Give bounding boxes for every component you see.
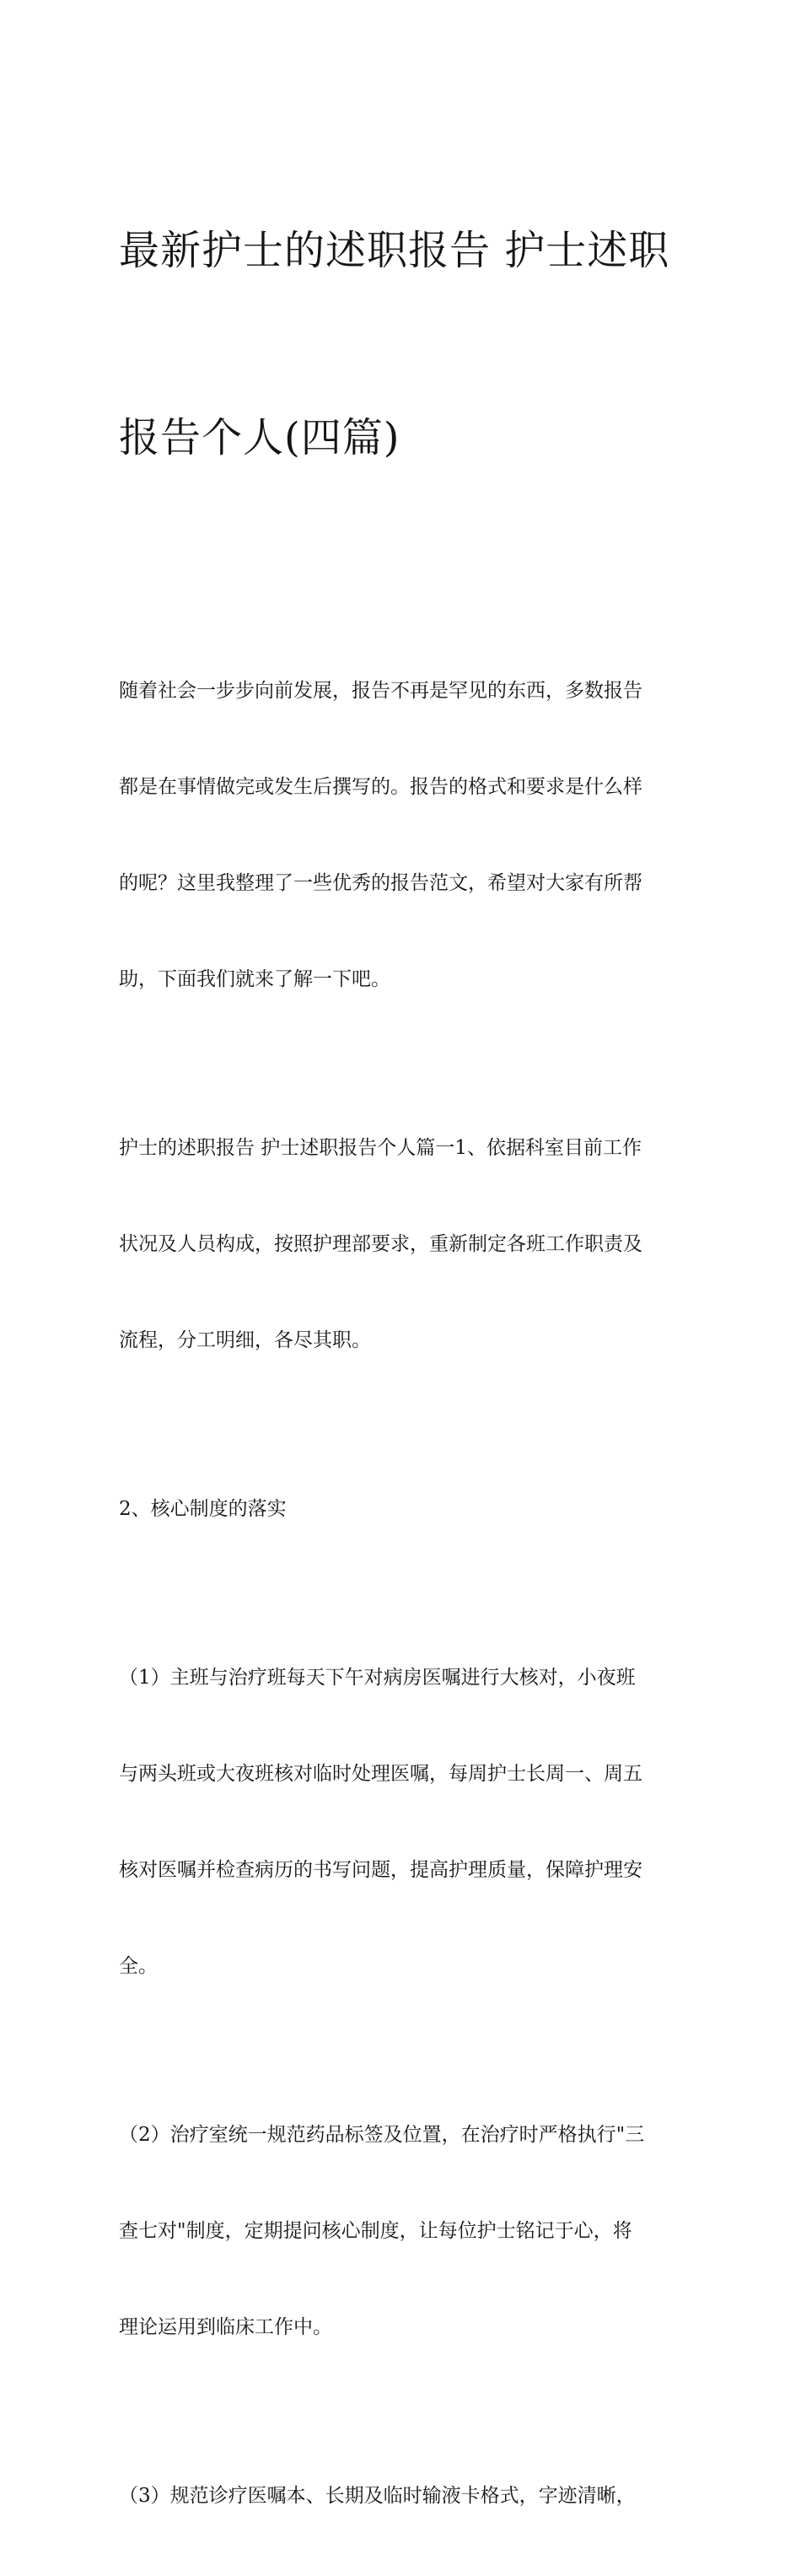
item-3-paragraph (119, 2416, 692, 2576)
item-1-paragraph (119, 1598, 692, 2046)
text-line: 理论运用到临床工作中。 (119, 2316, 332, 2338)
text-line: 全。 (119, 1955, 158, 1977)
text-line: 都是在事情做完或发生后撰写的。报告的格式和要求是什么样 (119, 776, 642, 798)
section-one-paragraph (119, 1068, 692, 1420)
text-line: 护士的述职报告 护士述职报告个人篇一1、依据科室目前工作 (119, 1137, 642, 1159)
core-system-heading (119, 1429, 692, 1589)
text-line: 2、核心制度的落实 (119, 1498, 287, 1520)
document-body (119, 94, 692, 2576)
text-line: （2）治疗室统一规范药品标签及位置，在治疗时严格执行"三 (119, 2124, 645, 2146)
item-2-paragraph (119, 2055, 692, 2407)
text-line: 查七对"制度，定期提问核心制度，让每位护士铭记于心，将 (119, 2220, 632, 2242)
text-line: （3）规范诊疗医嘱本、长期及临时输液卡格式，字迹清晰， (119, 2485, 636, 2507)
text-line: 随着社会一步步向前发展，报告不再是罕见的东西，多数报告 (119, 680, 642, 702)
text-line: 核对医嘱并检查病历的书写问题，提高护理质量，保障护理安 (119, 1859, 642, 1881)
title-line: 最新护士的述职报告 护士述职 (119, 227, 670, 274)
text-line: 状况及人员构成，按照护理部要求，重新制定各班工作职责及 (119, 1233, 642, 1255)
text-line: （1）主班与治疗班每天下午对病房医嘱进行大核对，小夜班 (119, 1667, 636, 1689)
text-line: 的呢？这里我整理了一些优秀的报告范文，希望对大家有所帮 (119, 872, 642, 894)
text-line: 流程，分工明细，各尽其职。 (119, 1329, 371, 1351)
title-line: 报告个人(四篇) (119, 414, 400, 461)
text-line: 助，下面我们就来了解一下吧。 (119, 968, 390, 990)
text-line: 与两头班或大夜班核对临时处理医嘱，每周护士长周一、周五 (119, 1763, 642, 1785)
document-title (119, 94, 692, 594)
intro-paragraph (119, 611, 692, 1059)
